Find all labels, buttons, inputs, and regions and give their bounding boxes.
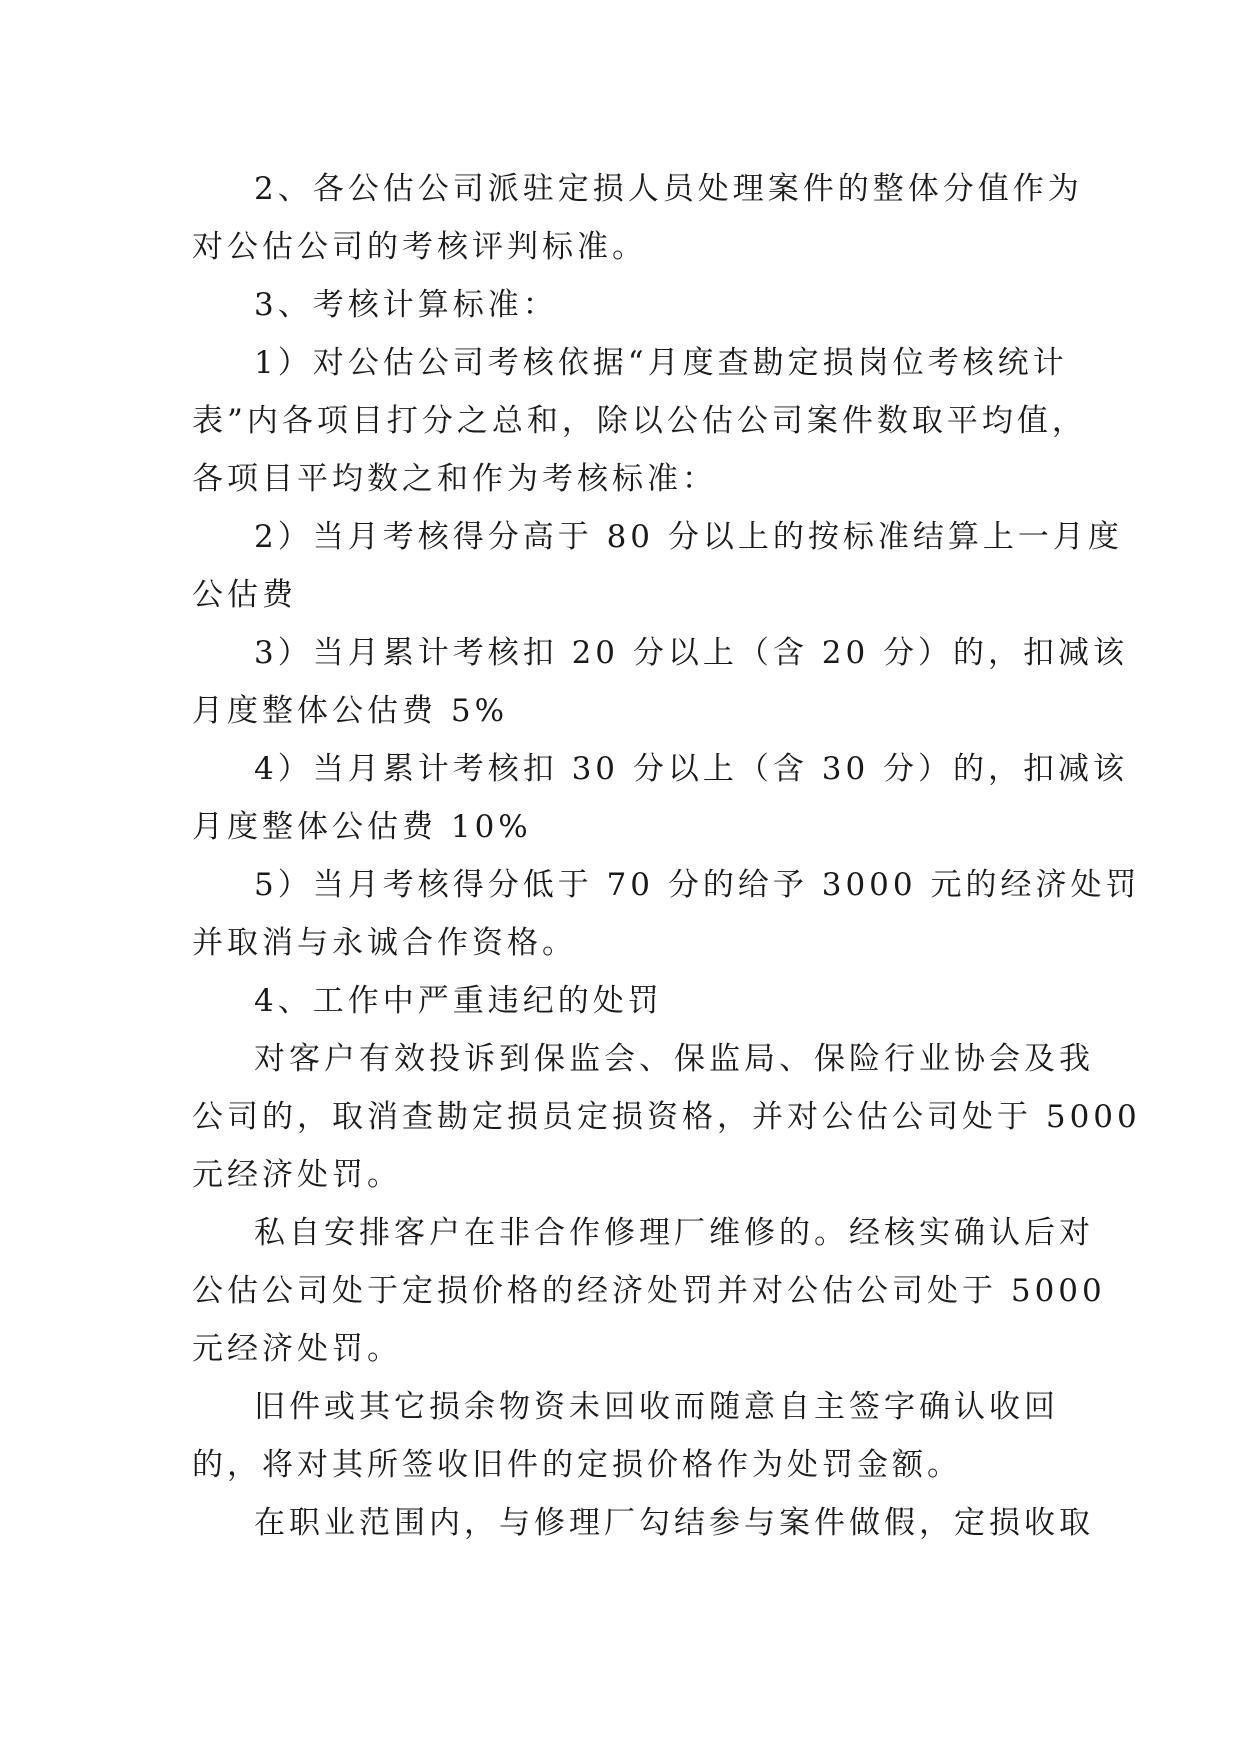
text-line: 1）对公估公司考核依据“月度查勘定损岗位考核统计 (254, 345, 1068, 381)
text-line: 私自安排客户在非合作修理厂维修的。经核实确认后对 (254, 1215, 1094, 1251)
document-page (192, 160, 1141, 1552)
paragraph-9 (192, 1030, 1141, 1204)
text-line: 4）当月累计考核扣 30 分以上（含 30 分）的，扣减该 (254, 751, 1129, 787)
text-line: 月度整体公估费 5% (192, 693, 509, 729)
text-line: 3、考核计算标准： (254, 287, 558, 323)
text-line: 3）当月累计考核扣 20 分以上（含 20 分）的，扣减该 (254, 635, 1129, 671)
paragraph-7 (192, 856, 1141, 972)
paragraph-6 (192, 740, 1129, 856)
text-line: 元经济处罚。 (192, 1331, 402, 1367)
text-line: 2、各公估公司派驻定损人员处理案件的整体分值作为 (254, 171, 1083, 207)
paragraph-12 (192, 1494, 1094, 1552)
paragraph-3 (192, 334, 1087, 508)
text-line: 5）当月考核得分低于 70 分的给予 3000 元的经济处罚 (254, 867, 1141, 903)
text-line: 在职业范围内，与修理厂勾结参与案件做假，定损收取 (254, 1505, 1094, 1541)
text-line: 对公估公司的考核评判标准。 (192, 229, 647, 265)
text-line: 各项目平均数之和作为考核标准： (192, 461, 717, 497)
text-line: 并取消与永诚合作资格。 (192, 925, 577, 961)
text-line: 元经济处罚。 (192, 1157, 402, 1193)
paragraph-2 (192, 276, 1052, 334)
text-line: 旧件或其它损余物资未回收而随意自主签字确认收回 (254, 1389, 1059, 1425)
paragraph-11 (192, 1378, 1059, 1494)
text-line: 公估费 (192, 577, 297, 613)
text-line: 的，将对其所签收旧件的定损价格作为处罚金额。 (192, 1447, 962, 1483)
paragraph-5 (192, 624, 1129, 740)
text-line: 4、工作中严重违纪的处罚 (254, 983, 663, 1019)
paragraph-4 (192, 508, 1123, 624)
text-line: 公司的，取消查勘定损员定损资格，并对公估公司处于 5000 (192, 1099, 1141, 1135)
paragraph-8 (192, 972, 1052, 1030)
paragraph-10 (192, 1204, 1106, 1378)
text-line: 表”内各项目打分之总和，除以公估公司案件数取平均值， (192, 403, 1087, 439)
text-line: 月度整体公估费 10% (192, 809, 532, 845)
paragraph-1 (192, 160, 1083, 276)
text-line: 对客户有效投诉到保监会、保监局、保险行业协会及我 (254, 1041, 1094, 1077)
text-line: 公估公司处于定损价格的经济处罚并对公估公司处于 5000 (192, 1273, 1106, 1309)
text-line: 2）当月考核得分高于 80 分以上的按标准结算上一月度 (254, 519, 1123, 555)
